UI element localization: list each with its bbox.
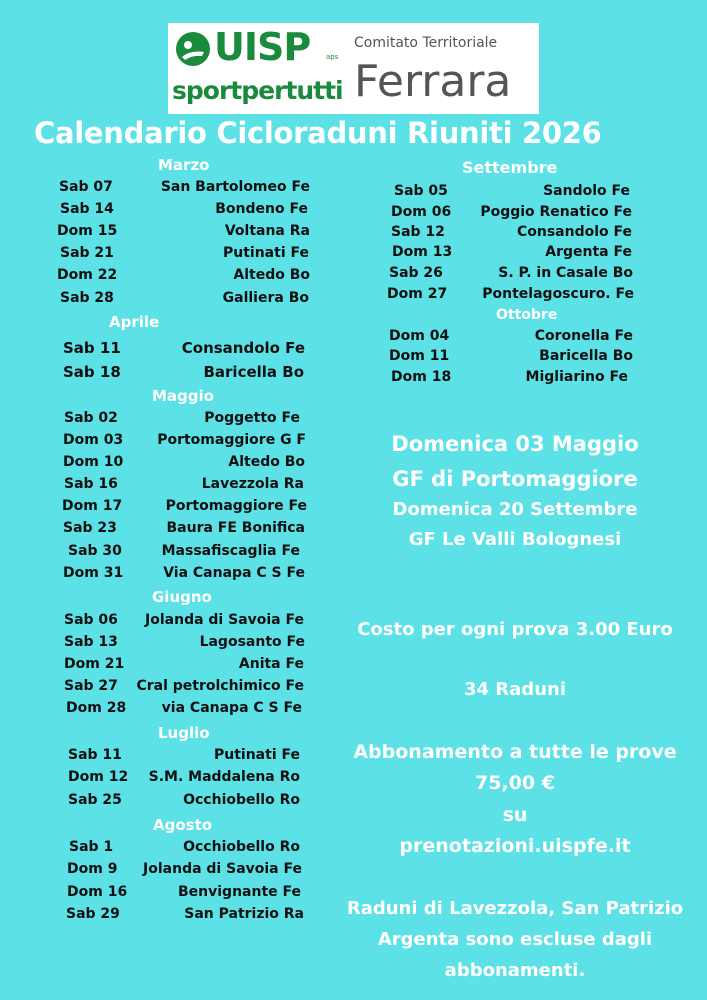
event-date: Dom 06 [391,204,452,220]
event-row [68,543,300,563]
event-row [389,328,633,348]
event-row [64,634,305,654]
event-date: Sab 11 [68,747,122,763]
logo-committee: Comitato Territoriale [354,35,498,51]
exclusion-note: abbonamenti. [444,960,586,981]
event-place: Putinati Fe [214,747,300,763]
event-place: Coronella Fe [534,328,633,344]
event-date: Sab 12 [391,224,445,240]
event-date: Sab 21 [60,245,114,261]
event-date: Sab 18 [63,363,121,381]
event-date: Sab 27 [64,678,118,694]
month-heading-luglio: Luglio [158,724,210,742]
event-place: Baricella Bo [539,348,633,364]
event-place: Lagosanto Fe [199,634,305,650]
event-row [64,612,304,632]
event-row [63,339,305,359]
logo-brand: UISP [214,25,311,69]
event-date: Sab 30 [68,543,122,559]
event-date: Dom 31 [63,565,124,581]
event-row [389,265,633,285]
event-row [69,839,300,859]
event-row [389,348,633,368]
highlight-line: Domenica 03 Maggio [391,432,639,456]
event-row [63,520,305,540]
event-row [66,906,304,926]
event-date: Dom 12 [68,769,129,785]
event-row [387,286,634,306]
subscription-price: 75,00 € [475,772,555,794]
event-row [60,290,309,310]
highlight-line: GF Le Valli Bolognesi [408,529,622,550]
logo-tagline: sportpertutti [172,76,343,105]
cost-text: Costo per ogni prova 3.00 Euro [357,619,673,640]
event-date: Sab 02 [64,410,118,426]
event-date: Dom 11 [389,348,450,364]
event-date: Sab 29 [66,906,120,922]
event-place: Benvignante Fe [177,884,301,900]
event-place: San Bartolomeo Fe [160,179,310,195]
event-row [391,369,628,389]
event-row [391,224,632,244]
event-place: S. P. in Casale Bo [498,265,633,281]
event-date: Sab 07 [59,179,113,195]
page-title: Calendario Cicloraduni Riuniti 2026 [34,116,602,150]
event-place: Putinati Fe [223,245,309,261]
exclusion-note: Argenta sono escluse dagli [377,929,653,950]
event-date: Dom 21 [64,656,125,672]
event-date: Sab 05 [394,183,448,199]
event-row [66,700,302,720]
event-place: Via Canapa C S Fe [163,565,305,581]
exclusion-note: Raduni di Lavezzola, San Patrizio [346,898,684,919]
event-date: Dom 16 [67,884,128,900]
event-row [60,245,309,265]
event-place: Baura FE Bonifica [166,520,305,536]
highlight-line: Domenica 20 Settembre [392,499,638,520]
event-date: Dom 04 [389,328,450,344]
event-date: Dom 13 [392,244,453,260]
event-row [391,204,632,224]
event-row [392,244,632,264]
event-place: Massafiscaglia Fe [161,543,300,559]
event-date: Sab 23 [63,520,117,536]
event-place: Occhiobello Ro [183,839,300,855]
event-place: Pontelagoscuro. Fe [482,286,634,302]
month-heading-giugno: Giugno [152,588,212,606]
event-row [68,792,300,812]
event-place: Galliera Bo [222,290,309,306]
month-heading-marzo: Marzo [158,156,210,174]
event-place: Consandolo Fe [516,224,632,240]
event-date: Dom 18 [391,369,452,385]
event-place: Portomaggiore G F [157,432,306,448]
event-place: Altedo Bo [233,267,310,283]
event-place: Baricella Bo [203,363,304,381]
event-place: Jolanda di Savoia Fe [143,861,302,877]
event-row [64,656,304,676]
event-date: Dom 22 [57,267,118,283]
event-place: S.M. Maddalena Ro [148,769,300,785]
event-row [60,201,308,221]
event-place: Migliarino Fe [525,369,628,385]
event-date: Dom 28 [66,700,127,716]
event-date: Sab 26 [389,265,443,281]
event-place: Bondeno Fe [215,201,308,217]
highlight-line: GF di Portomaggiore [392,467,638,491]
event-row [67,861,302,881]
event-row [57,223,310,243]
event-place: Consandolo Fe [181,339,305,357]
event-place: Argenta Fe [545,244,632,260]
event-row [67,884,301,904]
event-place: San Patrizio Ra [184,906,304,922]
event-date: Dom 15 [57,223,118,239]
event-place: Voltana Ra [224,223,310,239]
event-row [63,454,305,474]
logo-city: Ferrara [354,56,512,107]
event-place: Jolanda di Savoia Fe [145,612,304,628]
month-heading-maggio: Maggio [152,387,214,405]
raduni-count: 34 Raduni [463,679,566,700]
uisp-ferrara-logo [168,23,539,114]
event-date: Sab 06 [64,612,118,628]
event-date: Dom 9 [67,861,118,877]
event-row [62,498,307,518]
subscription-on: su [502,804,528,826]
event-date: Sab 14 [60,201,114,217]
event-date: Sab 13 [64,634,118,650]
event-place: Poggetto Fe [204,410,300,426]
event-row [64,410,300,430]
event-row [59,179,310,199]
uisp-runner-icon [174,30,212,68]
event-date: Sab 25 [68,792,122,808]
event-date: Dom 17 [62,498,123,514]
event-date: Dom 27 [387,286,448,302]
subscription-line: Abbonamento a tutte le prove [353,741,677,763]
event-date: Sab 11 [63,339,121,357]
event-row [68,769,300,789]
event-date: Dom 03 [63,432,124,448]
event-place: Cral petrolchimico Fe [136,678,304,694]
event-row [63,432,306,452]
event-place: Poggio Renatico Fe [480,204,632,220]
event-row [64,678,304,698]
event-place: Occhiobello Ro [183,792,300,808]
booking-site-link[interactable]: prenotazioni.uispfe.it [399,835,631,857]
event-date: Dom 10 [63,454,124,470]
month-heading-settembre: Settembre [462,158,558,177]
event-place: Anita Fe [238,656,304,672]
event-row [63,363,304,383]
event-date: Sab 16 [64,476,118,492]
event-row [68,747,300,767]
event-place: Lavezzola Ra [201,476,304,492]
logo-brand-sub: aps [326,53,339,61]
event-place: via Canapa C S Fe [161,700,302,716]
event-date: Sab 28 [60,290,114,306]
month-heading-ottobre: Ottobre [496,307,558,323]
event-place: Portomaggiore Fe [165,498,307,514]
event-row [63,565,305,585]
month-heading-agosto: Agosto [153,816,213,834]
month-heading-aprile: Aprile [109,313,160,331]
event-date: Sab 1 [69,839,114,855]
event-place: Sandolo Fe [543,183,630,199]
event-row [57,267,310,287]
event-place: Altedo Bo [228,454,305,470]
event-row [64,476,304,496]
event-row [394,183,630,203]
